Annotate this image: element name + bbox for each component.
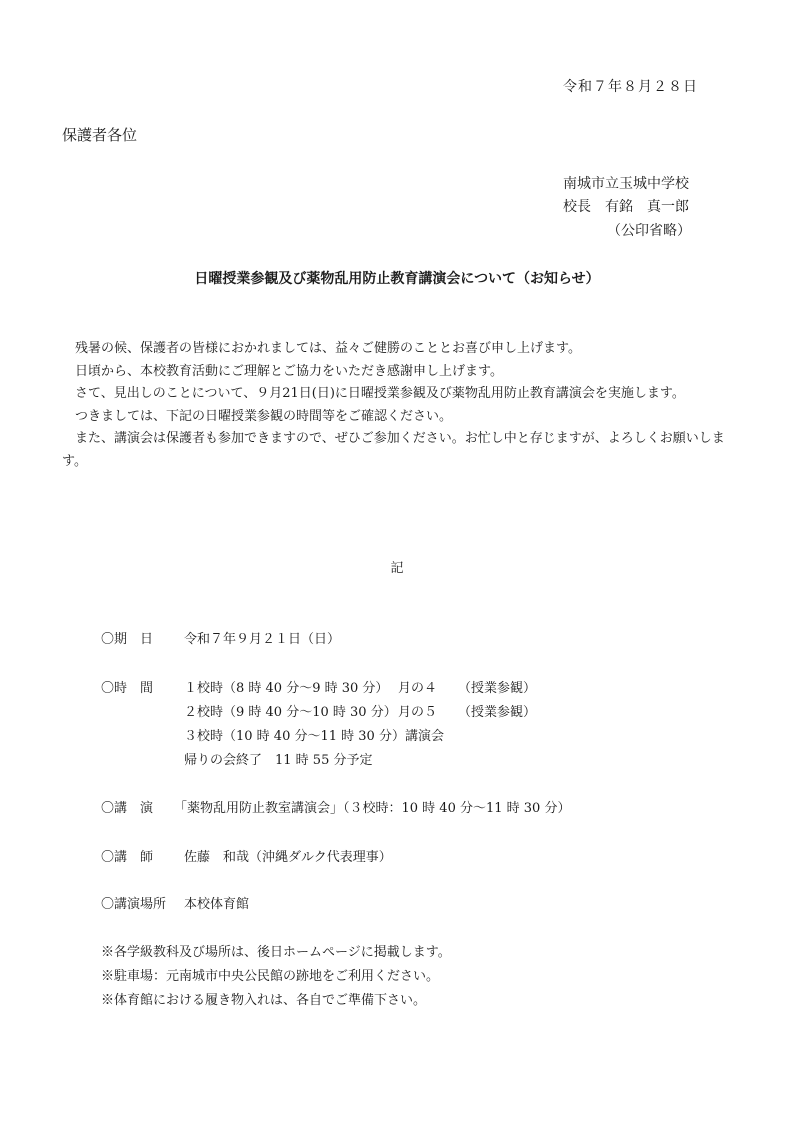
body-paragraph: 残暑の候、保護者の皆様におかれましては、益々ご健勝のこととお喜び申し上げます。 [75,341,581,356]
lecturer-label: 〇講 師 [101,850,154,865]
body-paragraph: また、講演会は保護者も参加できますので、ぜひご参加ください。お忙し中と存じますが、よろしくお願いします。 [62,431,725,469]
body-paragraph: さて、見出しのことについて、９月21日(日)に日曜授業参観及び薬物乱用防止教育講演会を実施します。 [75,386,685,401]
body-paragraph: 日頃から、本校教育活動にご理解とご協力をいただき感謝申し上げます。 [75,363,503,379]
note-item: ※各学級教科及び場所は、後日ホームページに掲載します。 [101,945,451,960]
body-paragraph: つきましては、下記の日曜授業参観の時間等をご確認ください。 [75,408,453,424]
body-text [62,338,732,473]
time-label: 〇時 間 [101,681,154,696]
principal-name: 校長 有銘 真一郎 [563,199,689,215]
addressee: 保護者各位 [62,126,138,144]
period-time: ２校時（9 時 40 分～10 時 30 分） [184,705,397,720]
note-item: ※体育館における履き物入れは、各自でご準備下さい。 [101,993,427,1008]
period-class: 月の５ [398,705,438,720]
lecture-value: 「薬物乱用防止教室講演会」（３校時：10 時 40 分～11 時 30 分） [174,801,571,816]
period-note: （授業参観） [458,681,537,696]
date-value: 令和７年９月２１日（日） [184,632,341,647]
period-class: 月の４ [398,681,438,696]
period-time: 帰りの会終了 11 時 55 分予定 [184,753,373,768]
document-date: 令和７年８月２８日 [563,79,698,95]
seal-omitted-note: （公印省略） [607,223,691,239]
date-label: 〇期 日 [101,632,154,647]
period-time: ３校時（10 時 40 分～11 時 30 分）講演会 [184,729,444,744]
note-item: ※駐車場：元南城市中央公民館の跡地をご利用ください。 [101,969,440,984]
venue-label: 〇講演場所 [101,897,167,912]
ki-heading: 記 [390,561,404,576]
period-time: １校時（8 時 40 分～9 時 30 分） [184,681,389,696]
document-title: 日曜授業参観及び薬物乱用防止教育講演会について（お知らせ） [194,271,600,287]
lecturer-value: 佐藤 和哉（沖縄ダルク代表理事） [184,850,392,865]
school-name: 南城市立玉城中学校 [563,176,689,192]
lecture-label: 〇講 演 [101,801,154,816]
venue-value: 本校体育館 [184,897,250,912]
period-note: （授業参観） [458,705,537,720]
